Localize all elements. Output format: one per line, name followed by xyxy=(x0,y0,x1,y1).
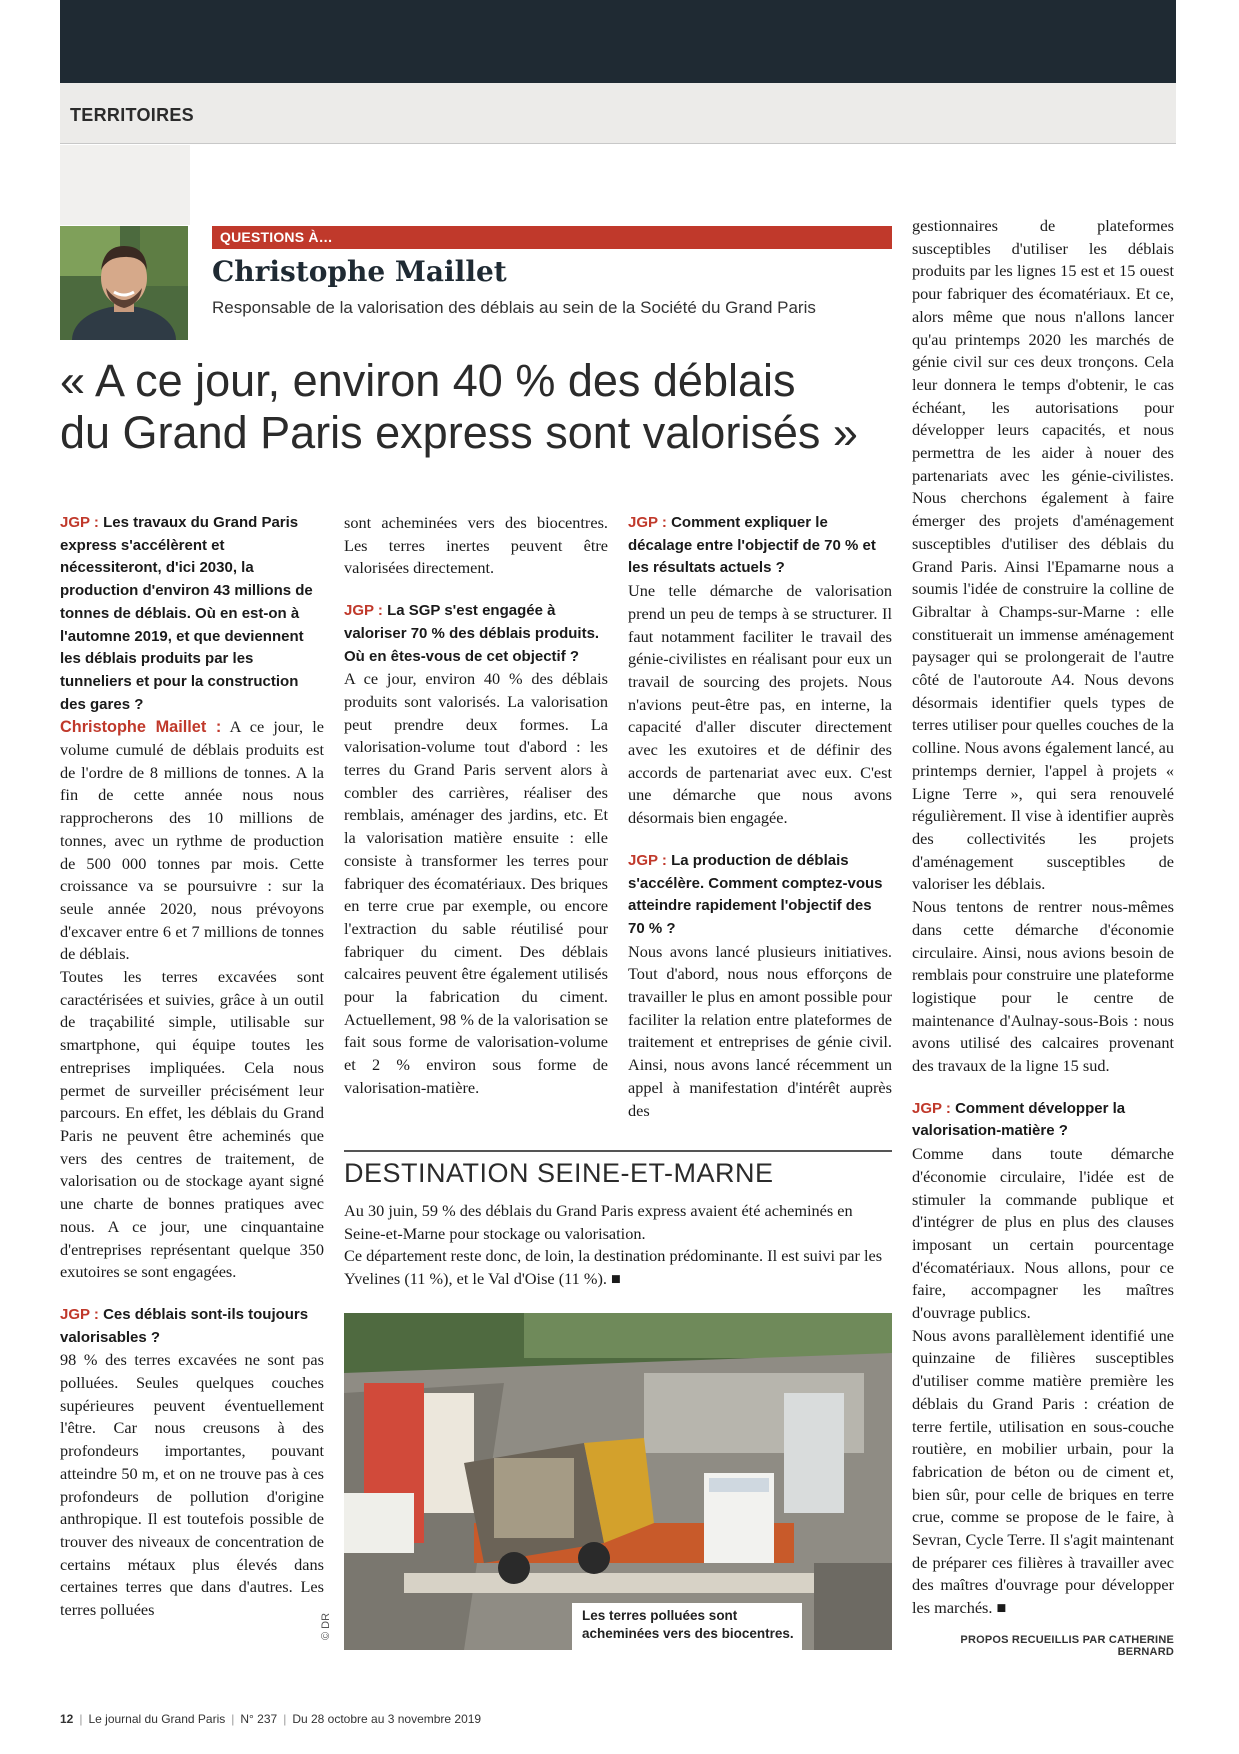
footer: 12 | Le journal du Grand Paris | N° 237 | Du 28 octobre au 3 novembre 2019 xyxy=(60,1712,482,1726)
photo-credit: © DR xyxy=(320,1612,332,1640)
interviewee-name: Christophe Maillet xyxy=(212,255,507,288)
speaker-name: Christophe Maillet : xyxy=(60,718,222,737)
answer-6-continued: Nous avons parallèlement identifié une quinzaine de filières susceptibles d'utiliser comme matière première les déblais du Grand Paris : création de terre fertile, utilisation en sous-couche routière, en mobilier urbain, pour la fabrication de béton ou de ciment et, bien sûr, pour celle de briques en terre crue, comme se propose de le faire, à Sevran, Cycle Terre. Il s'agit maintenant de préparer ces filières à travailler avec des maîtres d'ouvrage pour développer les marchés. ■ xyxy=(912,1325,1174,1618)
author-signature: PROPOS RECUEILLIS PAR CATHERINE BERNARD xyxy=(960,1634,1174,1658)
article-column-2 xyxy=(344,512,608,1100)
photo-caption-box xyxy=(572,1603,802,1650)
box-paragraph-1: Au 30 juin, 59 % des déblais du Grand Paris express avaient été acheminés en Seine-et-Marne pour stockage ou valorisation. xyxy=(344,1201,853,1243)
box-title: DESTINATION SEINE-ET-MARNE xyxy=(344,1158,774,1188)
question-4: JGP : Comment expliquer le décalage entre l'objectif de 70 % et les résultats actuels ? xyxy=(628,514,876,577)
answer-1-continued: Toutes les terres excavées sont caractérisées et suivies, grâce à un outil de traçabilité simple, utilisable sur smartphone, qui équipe toutes les entreprises impliquées. Cela nous permet de surveiller précisément leur parcours. En effet, les déblais du Grand Paris ne peuvent être acheminés que vers des centres de traitement, de valorisation ou de stockage ayant signé une charte de bonnes pratiques avec nous. A ce jour, une cinquantaine d'entreprises représentant quelque 350 exutoires se sont engagées. xyxy=(60,967,324,1282)
answer-5-part-2: Nous tentons de rentrer nous-mêmes dans cette démarche d'économie circulaire. Ainsi, nous avions besoin de remblais pour construire une plateforme logistique pour le centre de maintenance d'Aulnay-sous-Bois : nous avons utilisé des calcaires provenant des travaux de la ligne 15 sud. xyxy=(912,897,1174,1076)
headline xyxy=(60,355,900,459)
headline-line-2: du Grand Paris express sont valorisés » xyxy=(60,407,858,458)
question-3: JGP : La SGP s'est engagée à valoriser 70 % des déblais produits. Où en êtes-vous de cet objectif ? xyxy=(344,602,600,665)
question-6: JGP : Comment développer la valorisation-matière ? xyxy=(912,1099,1126,1140)
interviewee-role: Responsable de la valorisation des déblais au sein de la Société du Grand Paris xyxy=(212,298,816,317)
section-label: TERRITOIRES xyxy=(70,105,194,125)
question-2: JGP : Ces déblais sont-ils toujours valorisables ? xyxy=(60,1305,309,1346)
issue-number: N° 237 xyxy=(240,1712,278,1726)
answer-2-continued: sont acheminées vers des biocentres. Les terres inertes peuvent être valorisées directement. xyxy=(344,513,608,578)
kicker-label: QUESTIONS À… xyxy=(220,229,333,245)
section-band xyxy=(60,83,1176,144)
issue-dates: Du 28 octobre au 3 novembre 2019 xyxy=(292,1712,482,1726)
answer-3: A ce jour, environ 40 % des déblais produits sont valorisés. La valorisation peut prendre deux formes. La valorisation-volume tout d'abord : les terres du Grand Paris servent alors à combler des carrières, réaliser des remblais, aménager des jardins, etc. Et la valorisation matière ensuite : elle consiste à transformer les terres pour fabriquer des écomatériaux. Des briques en terre crue par exemple, ou encore l'extraction du sable réutilisé pour fabriquer du ciment. Des déblais calcaires peuvent être également utilisés pour la fabrication du ciment. Actuellement, 98 % de la valorisation se fait sous forme de valorisation-volume et 2 % environ sous forme de valorisation-matière. xyxy=(344,669,608,1097)
photo-background-panel xyxy=(60,145,190,225)
journal-name: Le journal du Grand Paris xyxy=(88,1712,226,1726)
answer-5: Nous avons lancé plusieurs initiatives. Tout d'abord, nous nous efforçons de travailler le plus en amont possible pour faciliter la relation entre plateformes de traitement et entreprises de génie civil. Ainsi, nous avons lancé récemment un appel à manifestation d'intérêt auprès des xyxy=(628,941,892,1120)
article-column-3 xyxy=(628,512,892,1122)
top-banner xyxy=(60,0,1176,83)
article-column-4 xyxy=(912,215,1174,1620)
kicker-bar xyxy=(212,226,892,249)
headline-line-1: « A ce jour, environ 40 % des déblais xyxy=(60,355,796,406)
box-paragraph-2: Ce département reste donc, de loin, la destination prédominante. Il est suivi par les Yvelines (11 %), et le Val d'Oise (11 %). ■ xyxy=(344,1246,883,1289)
article-column-1 xyxy=(60,512,324,1622)
box-text xyxy=(344,1200,892,1291)
box-rule xyxy=(344,1150,892,1152)
question-5: JGP : La production de déblais s'accélère. Comment comptez-vous atteindre rapidement l'objectif des 70 % ? xyxy=(628,851,883,937)
answer-4: Une telle démarche de valorisation prend un peu de temps à se structurer. Il faut notamment faciliter le travail des génie-civilistes en réalisant pour eux un travail de sourcing des projets. Nous n'avions peut-être pas, en interne, la capacité d'aller discuter directement avec les exutoires et de définir des accords de partenariat avec eux. C'est une démarche que nous avons désormais bien engagée. xyxy=(628,581,892,828)
answer-5-continued: gestionnaires de plateformes susceptibles d'utiliser les déblais produits par les lignes 15 est et 15 ouest pour fabriquer des écomatériaux. Et ce, alors même que nous n'allons lancer qu'au printemps 2020 les marchés de génie civil sur ces deux tronçons. Cela leur donnera le temps d'obtenir, le cas échéant, les autorisations pour développer leurs capacités, et nous permettra de les aider à nouer des partenariats avec les génie-civilistes. Nous cherchons également à faire émerger des projets d'aménagement susceptibles d'utiliser des déblais du Grand Paris. Ainsi l'Epamarne nous a soumis l'idée de construire la colline de Gibraltar à Champs-sur-Marne : elle constituerait un immense aménagement paysager qui se prolongerait de l'autre côté de l'autoroute A4. Nous devons désormais identifier quels types de terres utiliser pour quelles couches de la colline. Nous avons également lancé, au printemps dernier, l'appel à projets « Ligne Terre », qui sera renouvelé régulièrement. Il vise à identifier auprès des collectivités les projets d'aménagement susceptibles de valoriser les déblais. xyxy=(912,216,1174,894)
portrait-photo xyxy=(60,226,188,340)
question-1: JGP : Les travaux du Grand Paris express s'accélèrent et nécessiteront, d'ici 2030, la production d'environ 43 millions de tonnes de déblais. Où en est-on à l'automne 2019, et que deviennent les déblais produits par les tunneliers et pour la construction des gares ? xyxy=(60,514,313,713)
answer-6: Comme dans toute démarche d'économie circulaire, l'idée est de stimuler la commande publique et d'intégrer de plus en plus des clauses imposant un certain pourcentage d'écomatériaux. Nous allons, pour ce faire, accompagner les maîtres d'ouvrage publics. xyxy=(912,1144,1174,1323)
photo-caption: Les terres polluées sont acheminées vers des biocentres. xyxy=(582,1608,794,1641)
construction-site-photo xyxy=(344,1313,892,1650)
answer-1: Christophe Maillet : A ce jour, le volume cumulé de déblais produits est de l'ordre de 8 millions de tonnes. A la fin de cette année nous nous rapprocherons des 10 millions de tonnes, avec un rythme de production de 500 000 tonnes par mois. Cette croissance va se poursuivre : sur la seule année 2020, nous prévoyons d'excaver entre 6 et 7 millions de tonnes de déblais. xyxy=(60,717,324,964)
page-number: 12 xyxy=(60,1712,74,1726)
answer-2: 98 % des terres excavées ne sont pas polluées. Seules quelques couches supérieures peuvent éventuellement l'être. Car nous creusons à des profondeurs importantes, pouvant atteindre 50 m, et on ne trouve pas à ces profondeurs de pollution d'origine anthropique. Il est toutefois possible de trouver des niveaux de concentration de certains métaux plus élevés dans certaines terres que dans d'autres. Les terres polluées xyxy=(60,1350,324,1620)
